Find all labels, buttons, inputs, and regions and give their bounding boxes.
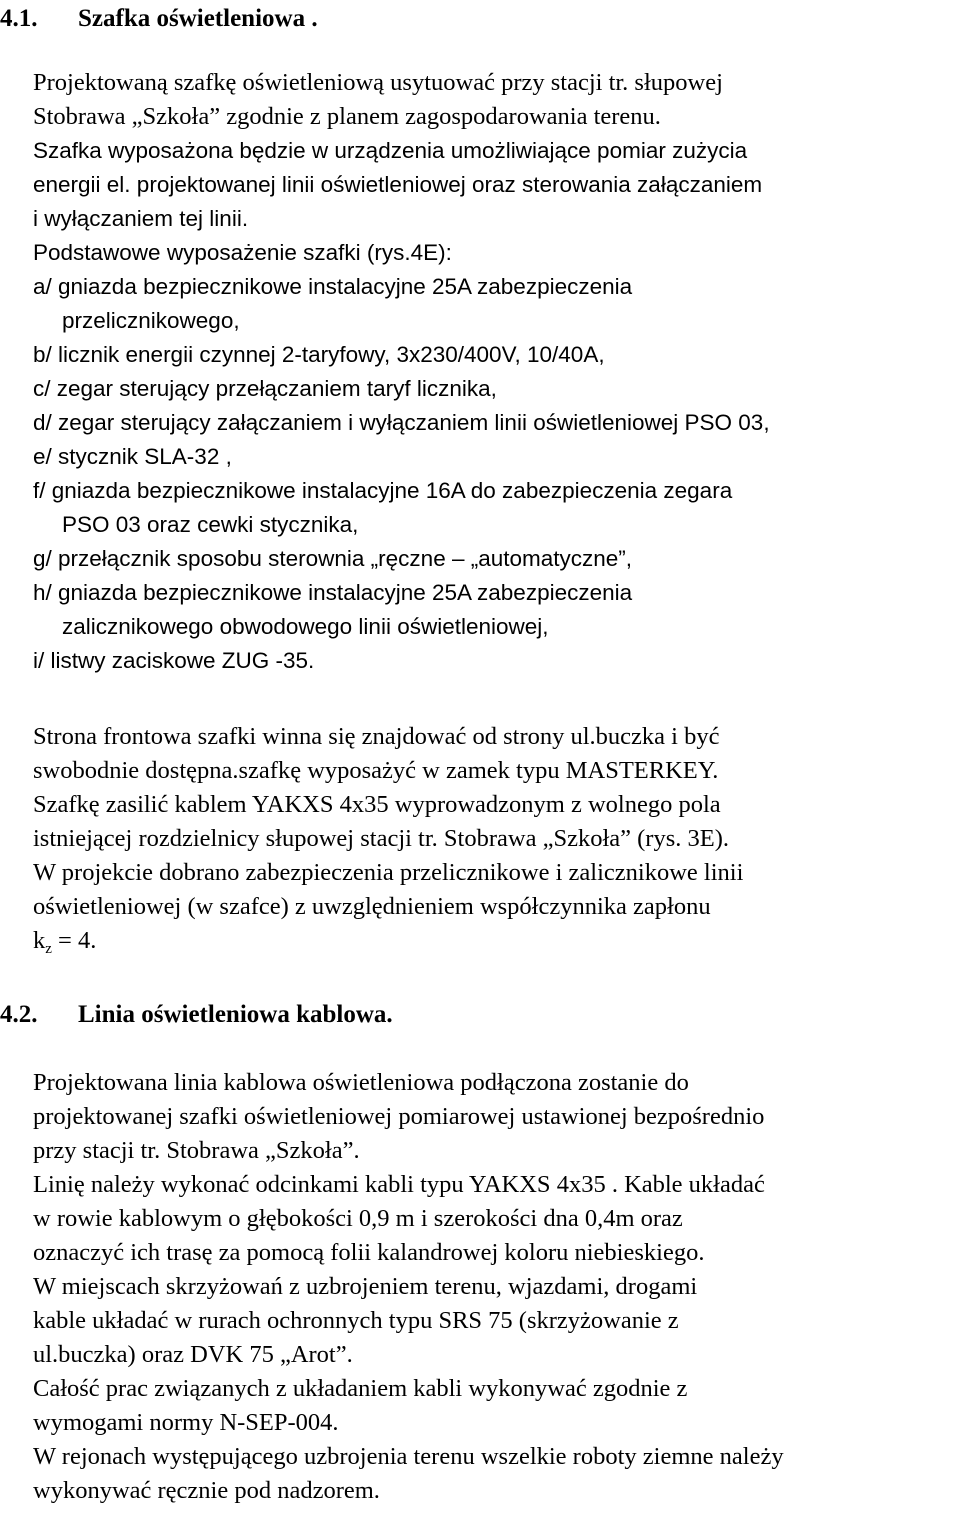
text-line: Stobrawa „Szkoła” zgodnie z planem zagospodarowania terenu.: [33, 103, 661, 130]
section-title: Szafka oświetleniowa .: [78, 5, 318, 32]
kz-value: = 4.: [51, 927, 97, 954]
list-item: a/ gniazda bezpiecznikowe instalacyjne 25A zabezpieczenia: [33, 274, 633, 299]
text-line: Projektowana linia kablowa oświetleniowa podłączona zostanie do: [33, 1069, 689, 1096]
text-line: swobodnie dostępna.szafkę wyposażyć w zamek typu MASTERKEY.: [33, 757, 719, 784]
kz-subscript: z: [45, 941, 52, 957]
text-line: energii el. projektowanej linii oświetleniowej oraz sterowania załączaniem: [33, 172, 763, 197]
text-line: Podstawowe wyposażenie szafki (rys.4E):: [33, 240, 452, 265]
section-title: Linia oświetleniowa kablowa.: [78, 1001, 393, 1028]
list-item: i/ listwy zaciskowe ZUG -35.: [33, 648, 315, 673]
section-number: 4.2.: [0, 1001, 38, 1028]
list-item-continuation: zalicznikowego obwodowego linii oświetleniowej,: [62, 614, 549, 639]
text-line: Projektowaną szafkę oświetleniową usytuować przy stacji tr. słupowej: [33, 69, 723, 96]
cable-paragraph: [33, 1066, 958, 1508]
text-line: Szafkę zasilić kablem YAKXS 4x35 wyprowadzonym z wolnego pola: [33, 791, 721, 818]
text-line: Linię należy wykonać odcinkami kabli typu YAKXS 4x35 . Kable układać: [33, 1171, 765, 1198]
section-number: 4.1.: [0, 5, 38, 32]
text-line: Strona frontowa szafki winna się znajdować od strony ul.buczka i być: [33, 723, 720, 750]
text-line: i wyłączaniem tej linii.: [33, 206, 249, 231]
text-line: ul.buczka) oraz DVK 75 „Arot”.: [33, 1341, 353, 1368]
intro-paragraph: [33, 66, 958, 134]
list-item: f/ gniazda bezpiecznikowe instalacyjne 16A do zabezpieczenia zegara: [33, 478, 733, 503]
text-line: istniejącej rozdzielnicy słupowej stacji tr. Stobrawa „Szkoła” (rys. 3E).: [33, 825, 729, 852]
text-line: oznaczyć ich trasę za pomocą folii kalandrowej koloru niebieskiego.: [33, 1239, 705, 1266]
equipment-paragraph: [33, 134, 958, 678]
text-line: projektowanej szafki oświetleniowej pomiarowej ustawionej bezpośrednio: [33, 1103, 765, 1130]
list-item-continuation: przelicznikowego,: [62, 308, 240, 333]
section-heading-4-1: [0, 4, 318, 34]
text-line: oświetleniowej (w szafce) z uwzględnieniem współczynnika zapłonu: [33, 893, 711, 920]
text-line: przy stacji tr. Stobrawa „Szkoła”.: [33, 1137, 360, 1164]
text-line: Szafka wyposażona będzie w urządzenia umożliwiające pomiar zużycia: [33, 138, 748, 163]
text-line: W rejonach występującego uzbrojenia terenu wszelkie roboty ziemne należy: [33, 1443, 784, 1470]
text-line: w rowie kablowym o głębokości 0,9 m i szerokości dna 0,4m oraz: [33, 1205, 683, 1232]
kz-symbol: k: [33, 927, 46, 954]
list-item: h/ gniazda bezpiecznikowe instalacyjne 25A zabezpieczenia: [33, 580, 633, 605]
text-line: wykonywać ręcznie pod nadzorem.: [33, 1477, 380, 1504]
list-item: d/ zegar sterujący załączaniem i wyłączaniem linii oświetleniowej PSO 03,: [33, 410, 770, 435]
section-heading-4-2: [0, 1000, 393, 1030]
list-item-continuation: PSO 03 oraz cewki stycznika,: [62, 512, 359, 537]
text-line: kable układać w rurach ochronnych typu SRS 75 (skrzyżowanie z: [33, 1307, 679, 1334]
kz-formula: [33, 924, 958, 958]
list-item: b/ licznik energii czynnej 2-taryfowy, 3x230/400V, 10/40A,: [33, 342, 605, 367]
front-paragraph: [33, 720, 958, 958]
text-line: Całość prac związanych z układaniem kabli wykonywać zgodnie z: [33, 1375, 688, 1402]
text-line: W projekcie dobrano zabezpieczenia przelicznikowe i zalicznikowe linii: [33, 859, 744, 886]
list-item: g/ przełącznik sposobu sterownia „ręczne – „automatyczne”,: [33, 546, 633, 571]
list-item: e/ stycznik SLA-32 ,: [33, 444, 232, 469]
text-line: wymogami normy N-SEP-004.: [33, 1409, 339, 1436]
text-line: W miejscach skrzyżowań z uzbrojeniem terenu, wjazdami, drogami: [33, 1273, 698, 1300]
list-item: c/ zegar sterujący przełączaniem taryf licznika,: [33, 376, 497, 401]
